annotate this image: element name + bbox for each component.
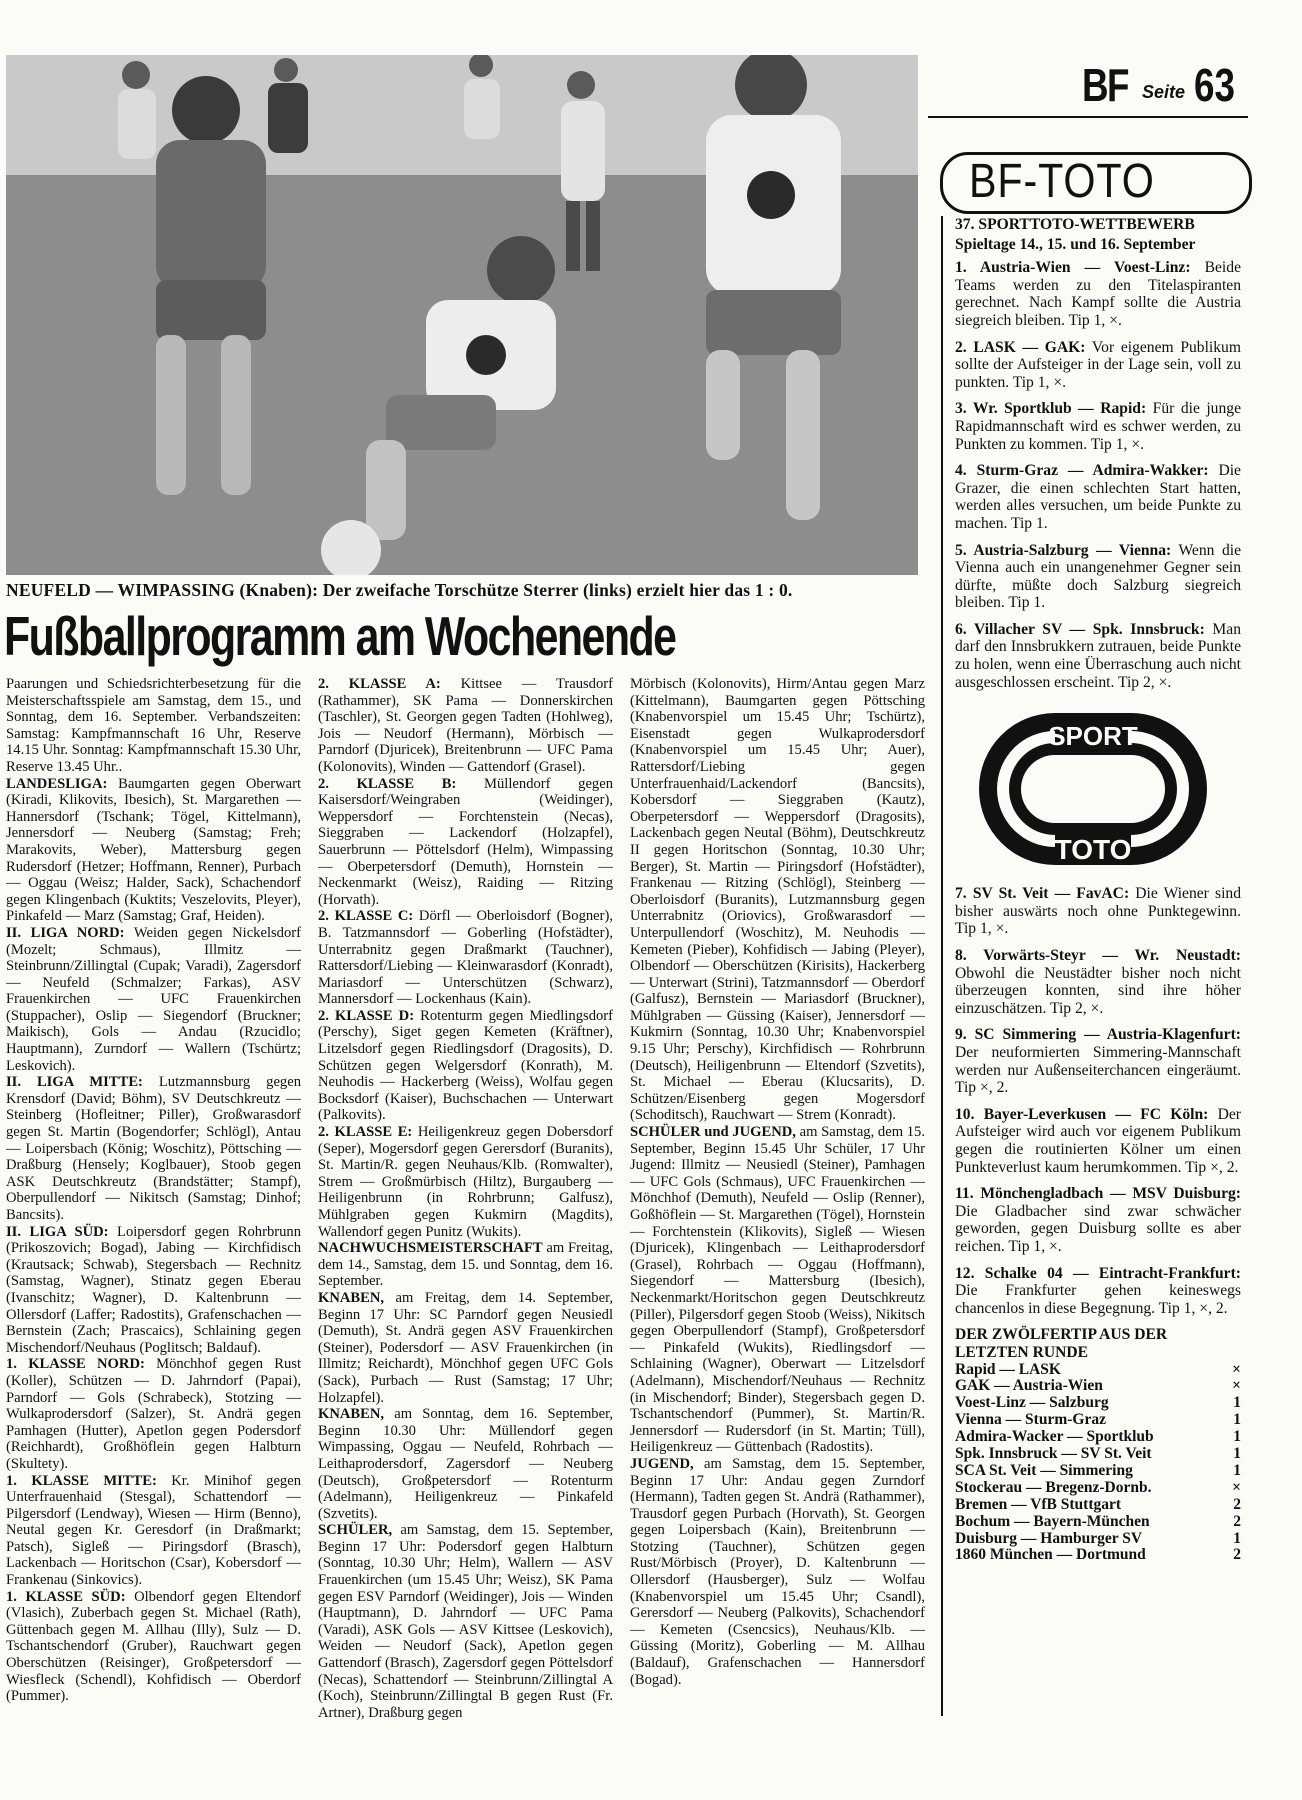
toto-tip bbox=[955, 542, 1241, 612]
result-match: SCA St. Veit — Simmering bbox=[955, 1461, 1133, 1479]
tip-text: Die Wiener sind bisher auswärts noch ohne Punktegewinn. Tip 1, ×. bbox=[955, 885, 1241, 938]
result-row bbox=[955, 1514, 1241, 1531]
toto-dates: Spieltage 14., 15. und 16. September bbox=[955, 235, 1196, 253]
toto-tip bbox=[955, 947, 1241, 1017]
result-row bbox=[955, 1446, 1241, 1463]
tip-text: Man darf den Innsbrukkern zutrauen, beide Punkte zu holen, wenn eine Überraschung auch nicht ausgeschlossen erscheint. Tip 2, ×. bbox=[955, 620, 1242, 691]
paragraph-lead: SCHÜLER, bbox=[318, 1522, 393, 1539]
paragraph-lead: KNABEN, bbox=[318, 1406, 385, 1423]
paragraph-text: Kittsee — Trausdorf (Rathammer), SK Pama — Donnerskirchen (Taschler), St. Georgen gegen Tadten (Hohlweg), Jois — Neudorf (Hermann), Mörbisch — Parndorf (Djuricek), Breitenbrunn — UFC Pama (Kolonovits), Winden — Gattendorf (Grasel). bbox=[318, 676, 613, 775]
paragraph-text: am Freitag, dem 14., Samstag, dem 15. und Sonntag, dem 16. September. bbox=[318, 1240, 613, 1290]
result-tip: 2 bbox=[1233, 1495, 1241, 1513]
toto-tip bbox=[955, 1026, 1241, 1096]
article-paragraph bbox=[318, 1008, 613, 1124]
result-row bbox=[955, 1362, 1241, 1379]
paragraph-text: am Sonntag, dem 16. September, Beginn 10.30 Uhr: Müllendorf gegen Wimpassing, Oggau — Neufeld, Rohrbach — Leithaprodersdorf, Zagersdorf — Neuberg (Deutsch), Großpetersdorf — Rotenturm (Adelmann), Heiligenkreuz — Pinkafeld (Szvetits). bbox=[318, 1406, 613, 1522]
article-paragraph bbox=[6, 776, 301, 925]
result-match: Stockerau — Bregenz-Dornb. bbox=[955, 1478, 1152, 1496]
page-header bbox=[1082, 58, 1242, 118]
tip-match: 9. SC Simmering — Austria-Klagenfurt: bbox=[955, 1026, 1241, 1044]
article-paragraph bbox=[6, 1074, 301, 1223]
paragraph-text: Loipersdorf gegen Rohrbrunn (Prikoszovich; Bogad), Jabing — Kirchfidisch (Krautsack; Schwab), Stegersbach — Rechnitz (Samstag, Wagner), Stinatz gegen Eberau (Ivanschitz; Wagner), D. Kaltenbrunn — Ollersdorf (Laffer; Radostits), Grafenschachen — Bernstein (Zach; Prascaics), Schlaining gegen Mischendorf/Neuhaus (Poglitsch; Baldauf). bbox=[6, 1223, 301, 1356]
article-paragraph bbox=[318, 1522, 613, 1721]
result-match: Bochum — Bayern-München bbox=[955, 1512, 1150, 1530]
article-paragraph bbox=[318, 908, 613, 1008]
article-paragraph bbox=[318, 1290, 613, 1406]
tips-list-a bbox=[955, 259, 1241, 691]
result-row bbox=[955, 1497, 1241, 1514]
tip-match: 5. Austria-Salzburg — Vienna: bbox=[955, 541, 1172, 559]
article-column-2 bbox=[318, 676, 613, 1791]
paragraph-lead: SCHÜLER und JUGEND, bbox=[630, 1124, 796, 1141]
tip-match: 1. Austria-Wien — Voest-Linz: bbox=[955, 259, 1191, 277]
football-players-illustration bbox=[6, 55, 918, 575]
paragraph-lead: KNABEN, bbox=[318, 1289, 385, 1306]
paragraph-lead: 2. KLASSE E: bbox=[318, 1124, 413, 1141]
toto-tips-b bbox=[955, 885, 1241, 1317]
result-match: 1860 München — Dortmund bbox=[955, 1546, 1146, 1564]
paragraph-text: Mörbisch (Kolonovits), Hirm/Antau gegen Marz (Kittelmann), Baumgarten gegen Pöttsching (Knabenvorspiel um 15.45 Uhr; Tschürtz), Eisenstadt gegen Wulkaprodersdorf (Knabenvorspiel um 15.45 Uhr; Auer), Rattersdorf/Liebing gegen Unterfrauenhaid/Lackendorf (Bancsits), Kobersdorf — Sieggraben (Kautz), Oberpetersdorf — Weppersdorf (Dragosits), Lackenbach gegen Neutal (Böhm), Deutschkreutz II gegen Horitschon (Sonntag, 10.30 Uhr; Berger), St. Martin — Piringsdorf (Hofstädter), Frankenau — Ritzing (Schlögl), Steinberg — Oberloisdorf (Buranits), Lutzmannsburg gegen Unterrabnitz (Oriovics), Großwarasdorf — Unterpullendorf (Woschitz), M. Neuhodis — Kemeten (Pieber), Kohfidisch — Jabing (Pleyer), Olbendorf — Oberschützen (Kirisits), Hackerberg — Unterwart (Strini), Tatzmannsdorf — Oberdorf (Galfusz), Bernstein — Mariasdorf (Bruckner), Mühlgraben — Güssing (Kaiser), Jennersdorf — Kukmirn (Sonntag, 10.30 Uhr; Knabenvorspiel 9.15 Uhr; Perschy), Kirchfidisch — Rohrbrunn (Deutsch), Heiligenbrunn — Eltendorf (Szvetits), St. Michael — Eberau (Klucsarits), D. Schützen/Eisenberg gegen Mogersdorf (Schoditsch), Rauchwart — Strem (Konradt). bbox=[630, 676, 925, 1124]
article-paragraph bbox=[6, 925, 301, 1074]
tip-text: Für die junge Rapidmannschaft wird es schwer werden, zu Punkten zu kommen. Tip 1, ×. bbox=[955, 400, 1241, 453]
article-paragraph bbox=[6, 1589, 301, 1705]
paragraph-text: am Samstag, dem 15. September, Beginn 17 Uhr: Podersdorf gegen Halbturn (Sonntag, 10.30 Uhr; Helm), Wallern — ASV Frauenkirchen (um 15.45 Uhr; Weisz), SK Pama gegen ESV Parndorf (Weidinger), Jois — Winden (Hauptmann), D. Jahrndorf — UFC Pama (Varadi), ASK Gols — ASV Kittsee (Leskovich), Weiden — Neudorf (Sack), Apetlon gegen Gattendorf (Brasch), Zagersdorf gegen Pöttelsdorf (Necas), Schattendorf — Steinbrunn/Zillingtal A (Koch), Steinbrunn/Zillingtal B gegen Rust (Fr. Artner), Draßburg gegen bbox=[318, 1522, 613, 1721]
logo-top-text: SPORT bbox=[1048, 721, 1138, 752]
paragraph-text: Paarungen und Schiedsrichterbesetzung für die Meisterschaftsspiele am Samstag, dem 15., und Sonntag, dem 16. September. Verbandszeiten: Samstag: Kampfmannschaft 16 Uhr, Reserve 14.15 Uhr. Sonntag: Kampfmannschaft 15.30 Uhr, Reserve 13.45 Uhr.. bbox=[6, 676, 301, 775]
header-rule bbox=[928, 116, 1248, 118]
result-match: GAK — Austria-Wien bbox=[955, 1377, 1103, 1395]
article-paragraph bbox=[630, 1456, 925, 1688]
toto-sidebar bbox=[941, 216, 1241, 1716]
tip-match: 4. Sturm-Graz — Admira-Wakker: bbox=[955, 462, 1209, 480]
paragraph-lead: NACHWUCHSMEISTERSCHAFT bbox=[318, 1240, 543, 1257]
result-tip: × bbox=[1232, 1478, 1241, 1496]
result-row bbox=[955, 1412, 1241, 1429]
result-match: Rapid — LASK bbox=[955, 1360, 1061, 1378]
toto-tip bbox=[955, 462, 1241, 532]
tip-text: Wenn die Vienna auch ein unangenehmer Gegner sein dürfte, müßte doch Salzburg siegreich bleiben. Tip 1. bbox=[955, 541, 1241, 612]
article-column-3 bbox=[630, 676, 925, 1791]
article-paragraph bbox=[6, 1356, 301, 1472]
paragraph-lead: II. LIGA SÜD: bbox=[6, 1223, 109, 1240]
tip-match: 8. Vorwärts-Steyr — Wr. Neustadt: bbox=[955, 947, 1241, 965]
paragraph-lead: II. LIGA NORD: bbox=[6, 924, 125, 941]
paragraph-text: Rotenturm gegen Miedlingsdorf (Perschy), Siget gegen Kemeten (Kräftner), Litzelsdorf gegen Riedlingsdorf (Dragosits), D. Schützen gegen Welgersdorf (Konrath), M. Neuhodis — Hackerberg (Weiss), Wolfau gegen Bocksdorf (Kaiser), Buchschachen — Unterwart (Palkovits). bbox=[318, 1007, 613, 1124]
paragraph-lead: 1. KLASSE MITTE: bbox=[6, 1472, 157, 1489]
article-paragraph bbox=[318, 1406, 613, 1522]
paragraph-lead: 1. KLASSE SÜD: bbox=[6, 1588, 126, 1605]
article-paragraph bbox=[6, 1473, 301, 1589]
toto-tip bbox=[955, 1106, 1241, 1176]
article-column-1 bbox=[6, 676, 301, 1791]
result-row bbox=[955, 1480, 1241, 1497]
result-match: Vienna — Sturm-Graz bbox=[955, 1411, 1106, 1429]
result-row bbox=[955, 1463, 1241, 1480]
paragraph-text: Heiligenkreuz gegen Dobersdorf (Seper), Mogersdorf gegen Gerersdorf (Buranits), St. Martin/R. gegen Neuhaus/Klb. (Romwalter), Strem — Großmürbisch (Hiltz), Burgauberg — Heiligenbrunn (in Rohrbrunn; Galfusz), Mühlgraben gegen Kukmirn (Magdits), Wallendorf gegen Punitz (Wukits). bbox=[318, 1124, 613, 1240]
article-paragraph bbox=[6, 676, 301, 776]
tip-match: 12. Schalke 04 — Eintracht-Frankfurt: bbox=[955, 1264, 1241, 1282]
headline: Fußballprogramm am Wochenende bbox=[4, 605, 676, 667]
paragraph-text: Weiden gegen Nickelsdorf (Mozelt; Schmaus), Illmitz — Steinbrunn/Zillingtal (Cupak; Varadi), Zagersdorf — Neufeld (Schmalzer; Farkas), ASV Frauenkirchen — UFC Frauenkirchen (Stuppacher), Oslip — Siegendorf (Bruckner; Maikisch), Gols — Andau (Rzucidlo; Hauptmann), Zurndorf — Wallern (Tschürtz; Leskovich). bbox=[6, 924, 301, 1074]
paragraph-lead: JUGEND, bbox=[630, 1455, 694, 1472]
tip-text: Der neuformierten Simmering-Mannschaft werden nur Außenseiterchancen eingeräumt. Tip ×, 2. bbox=[955, 1044, 1241, 1097]
result-match: Bremen — VfB Stuttgart bbox=[955, 1495, 1122, 1513]
result-match: Duisburg — Hamburger SV bbox=[955, 1529, 1143, 1547]
result-tip: × bbox=[1232, 1360, 1241, 1378]
article-paragraph bbox=[318, 676, 613, 776]
tip-match: 11. Mönchengladbach — MSV Duisburg: bbox=[955, 1185, 1241, 1203]
article-paragraph bbox=[318, 1124, 613, 1240]
bf-toto-title: BF-TOTO bbox=[940, 152, 1252, 214]
tip-match: 6. Villacher SV — Spk. Innsbruck: bbox=[955, 620, 1205, 638]
seite-label: Seite bbox=[1142, 82, 1186, 102]
result-match: Spk. Innsbruck — SV St. Veit bbox=[955, 1445, 1152, 1463]
result-tip: 1 bbox=[1233, 1461, 1241, 1479]
paragraph-text: Baumgarten gegen Oberwart (Kiradi, Klikovits, Ibesich), St. Margarethen — Hannersdorf (Tschank; Tögel, Kittelmann), Jennersdorf — Neuberg (Samstag; Freh; Marakovits, Weber), Mattersburg gegen Rudersdorf (Hetzer; Hoffmann, Renner), Purbach — Oggau (Weisz; Halder, Sack), Schachendorf gegen Klingenbach (Kuktits; Veszelovits, Pleyer), Pinkafeld — Marz (Samstag; Graf, Heiden). bbox=[6, 775, 301, 925]
paragraph-text: am Samstag, dem 15. September, Beginn 17 Uhr: Andau gegen Zurndorf (Hermann), Tadten gegen St. Andrä (Rathammer), Trausdorf gegen Purbach (Horvath), St. Georgen gegen Loipersbach (Kain), Breitenbrunn — Stotzing (Tauchner), Schützen gegen Rust/Mörbisch (Proyer), D. Kaltenbrunn — Ollersdorf (Hausberger), Sulz — Wolfau (Knabenvorspiel um 15.45 Uhr; Csandl), Gerersdorf — Neuberg (Palkovits), Schachendorf — Kemeten (Csencsics), Neuhaus/Klb. — Güssing (Moritz), Goberling — M. Allhau (Baldauf), Grafenschachen — Hannersdorf (Bogad). bbox=[630, 1455, 925, 1688]
paragraph-text: am Samstag, dem 15. September, Beginn 15.45 Uhr Schüler, 17 Uhr Jugend: Illmitz — Neusiedl (Steiner), Pamhagen — UFC Gols (Schmaus), UFC Frauenkirchen — Mönchhof (Demuth), Neufeld — Oslip (Renner), Goßhöflein — St. Margarethen (Tögel), Hornstein — Forchtenstein (Klikovits), Sigleß — Wiesen (Djuricek), Klingenbach — Leithaprodersdorf (Grasel), Rohrbach — Oggau (Hoffmann), Siegendorf — Mattersburg (Ibesich), Neckenmarkt/Horitschon gegen Deutschkreutz (Piller), Pilgersdorf gegen Stoob (Weiss), Nikitsch gegen Oberpullendorf (Stampf), Großpetersdorf — Pinkafeld (Wukits), Riedlingsdorf — Schlaining (Wagner), Oberwart — Litzelsdorf (Adelmann), Mischendorf/Neuhaus — Rechnitz (in Mischendorf; Binder), Stegersbach gegen D. Tschantschendorf (Pummer), St. Martin/R. Jennersdorf — Rudersdorf (in St. Martin; Tüll), Heiligenkreuz — Güttenbach (Radostits). bbox=[630, 1124, 925, 1456]
result-tip: × bbox=[1232, 1377, 1241, 1395]
logo-bottom-text: TOTO bbox=[1054, 834, 1132, 866]
photo-caption: NEUFELD — WIMPASSING (Knaben): Der zweifache Torschütze Sterrer (links) erzielt hier das 1 : 0. bbox=[6, 580, 793, 600]
paragraph-lead: II. LIGA MITTE: bbox=[6, 1074, 143, 1091]
toto-tip bbox=[955, 339, 1241, 392]
paragraph-lead: 1. KLASSE NORD: bbox=[6, 1356, 145, 1373]
paragraph-lead: LANDESLIGA: bbox=[6, 775, 108, 792]
result-tip: 2 bbox=[1233, 1512, 1241, 1530]
toto-tip bbox=[955, 259, 1241, 329]
sport-toto-logo bbox=[975, 709, 1211, 869]
tip-text: Die Gladbacher sind zwar schwächer geworden, gegen Duisburg sollte es aber reichen. Tip 1, ×. bbox=[955, 1202, 1241, 1255]
tip-match: 2. LASK — GAK: bbox=[955, 338, 1086, 356]
result-row bbox=[955, 1378, 1241, 1395]
article-paragraph bbox=[318, 1240, 613, 1290]
paragraph-text: Lutzmannsburg gegen Krensdorf (David; Böhm), SV Deutschkreutz — Steinberg (Hofleitner; Piller), Großwarasdorf gegen St. Martin (Bogendorfer; Schlögl), Antau — Loipersbach (König; Woschitz), Pöttsching — Draßburg (Hensely; Koglbauer), Stoob gegen ASK Deutschkreutz (Brandstätter; Stampf), Oberpullendorf — Nikitsch (Samstag; Dinhof; Bancsits). bbox=[6, 1074, 301, 1223]
result-row bbox=[955, 1531, 1241, 1548]
result-tip: 1 bbox=[1233, 1445, 1241, 1463]
page-number: 63 bbox=[1194, 59, 1235, 111]
paragraph-lead: 2. KLASSE D: bbox=[318, 1007, 415, 1024]
article-paragraph bbox=[630, 1124, 925, 1456]
toto-tip bbox=[955, 400, 1241, 453]
article-paragraph bbox=[318, 776, 613, 909]
result-tip: 1 bbox=[1233, 1411, 1241, 1429]
toto-tip bbox=[955, 621, 1241, 691]
result-tip: 1 bbox=[1233, 1529, 1241, 1547]
article-body bbox=[6, 676, 925, 1796]
result-row bbox=[955, 1429, 1241, 1446]
tip-match: 3. Wr. Sportklub — Rapid: bbox=[955, 400, 1147, 418]
toto-tip bbox=[955, 1265, 1241, 1318]
result-match: Voest-Linz — Salzburg bbox=[955, 1394, 1109, 1412]
paragraph-text: Kr. Minihof gegen Unterfrauenhaid (Stesgal), Schattendorf — Pilgersdorf (Lendway), Wiesen — Hirm (Benno), Neutal gegen Kr. Geresdorf (in Draßmarkt; Patsch), Sigleß — Piringsdorf (Brasch), Lackenbach — Horitschon (Csar), Kobersdorf — Frankenau (Sinkovics). bbox=[6, 1472, 301, 1589]
toto-competition: 37. SPORTTOTO-WETTBEWERB bbox=[955, 216, 1195, 233]
paragraph-lead: 2. KLASSE B: bbox=[318, 775, 457, 792]
bf-logo: BF bbox=[1082, 59, 1128, 111]
paragraph-lead: 2. KLASSE A: bbox=[318, 676, 441, 692]
result-row bbox=[955, 1395, 1241, 1412]
results-table bbox=[955, 1362, 1241, 1565]
results-title: DER ZWÖLFERTIP AUS DER LETZTEN RUNDE bbox=[955, 1326, 1168, 1361]
tip-text: Die Frankfurter gehen keineswegs chancenlos in diese Begegnung. Tip 1, ×, 2. bbox=[955, 1282, 1241, 1317]
paragraph-text: Dörfl — Oberloisdorf (Bogner), B. Tatzmannsdorf — Goberling (Hofstädter), Unterrabnitz gegen Draßmarkt (Tauchner), Rattersdorf/Liebing — Kleinwarasdorf (Konradt), Mariasdorf — Unterschützen (Schwarz), Mannersdorf — Lockenhaus (Kain). bbox=[318, 908, 613, 1008]
tip-text: Obwohl die Neustädter bisher noch nicht überzeugen konnten, sind ihre höher einzuschätzen. Tip 2, ×. bbox=[955, 964, 1241, 1017]
paragraph-text: Müllendorf gegen Kaisersdorf/Weingraben (Weidinger), Weppersdorf — Forchtenstein (Necas), Sieggraben — Lackendorf (Holzapfel), Sauerbrunn — Pöttelsdorf (Helm), Wimpassing — Oberpetersdorf (Demuth), Hornstein — Neckenmarkt (Weisz), Raiding — Ritzing (Horvath). bbox=[318, 775, 613, 908]
toto-tip bbox=[955, 885, 1241, 938]
article-paragraph bbox=[630, 676, 925, 1124]
paragraph-text: Olbendorf gegen Eltendorf (Vlasich), Zuberbach gegen St. Michael (Rath), Güttenbach gegen M. Allhau (Illy), Sulz — D. Tschantschendorf (Gruber), Rauchwart gegen Oberschützen (Reisinger), Großpetersdorf — Wiesfleck (Schendl), Kohfidisch — Oberdorf (Pummer). bbox=[6, 1588, 301, 1705]
paragraph-lead: 2. KLASSE C: bbox=[318, 908, 414, 925]
tip-text: Beide Teams werden zu den Titelaspiranten gerechnet. Nach Kampf sollte die Austria siegreich bleiben. Tip 1, ×. bbox=[955, 259, 1241, 329]
toto-tip bbox=[955, 1185, 1241, 1255]
paragraph-text: am Freitag, dem 14. September, Beginn 17 Uhr: SC Parndorf gegen Neusiedl (Demuth), St. Andrä gegen ASV Frauenkirchen (Steiner), Podersdorf — ASV Frauenkirchen (in Illmitz; Reichardt), Mönchhof gegen UFC Gols (Sack), Purbach — Rust (Samstag; 17 Uhr; Holzapfel). bbox=[318, 1289, 613, 1406]
result-tip: 2 bbox=[1233, 1546, 1241, 1564]
result-match: Admira-Wacker — Sportklub bbox=[955, 1428, 1154, 1446]
result-tip: 1 bbox=[1233, 1428, 1241, 1446]
result-tip: 1 bbox=[1233, 1394, 1241, 1412]
tips-list-b bbox=[955, 885, 1241, 1317]
tip-text: Die Grazer, die einen schlechten Start hatten, werden alles versuchen, um beide Punkte zu machen. Tip 1. bbox=[955, 462, 1241, 532]
sport-toto-logo-icon bbox=[975, 709, 1211, 869]
paragraph-text: Mönchhof gegen Rust (Koller), Schützen — D. Jahrndorf (Papai), Parndorf — Gols (Schrabeck), Stotzing — Wulkaprodersdorf (Salzer), St. Andrä gegen Pamhagen (Hutter), Apetlon gegen Podersdorf (Reichhardt), Großhöflein gegen Halbturn (Skultety). bbox=[6, 1356, 301, 1472]
tip-text: Der Aufsteiger wird auch vor eigenem Publikum gegen die routinierten Kölner um einen Punkteverlust kaum herumkommen. Tip ×, 2. bbox=[955, 1105, 1241, 1176]
tip-match: 7. SV St. Veit — FavAC: bbox=[955, 885, 1130, 903]
tip-text: Vor eigenem Publikum sollte der Aufsteiger in der Lage sein, voll zu punkten. Tip 1, ×. bbox=[955, 338, 1241, 391]
toto-intro bbox=[955, 216, 1241, 691]
result-row bbox=[955, 1547, 1241, 1564]
tip-match: 10. Bayer-Leverkusen — FC Köln: bbox=[955, 1105, 1209, 1123]
match-photo bbox=[6, 55, 918, 575]
article-paragraph bbox=[6, 1224, 301, 1357]
